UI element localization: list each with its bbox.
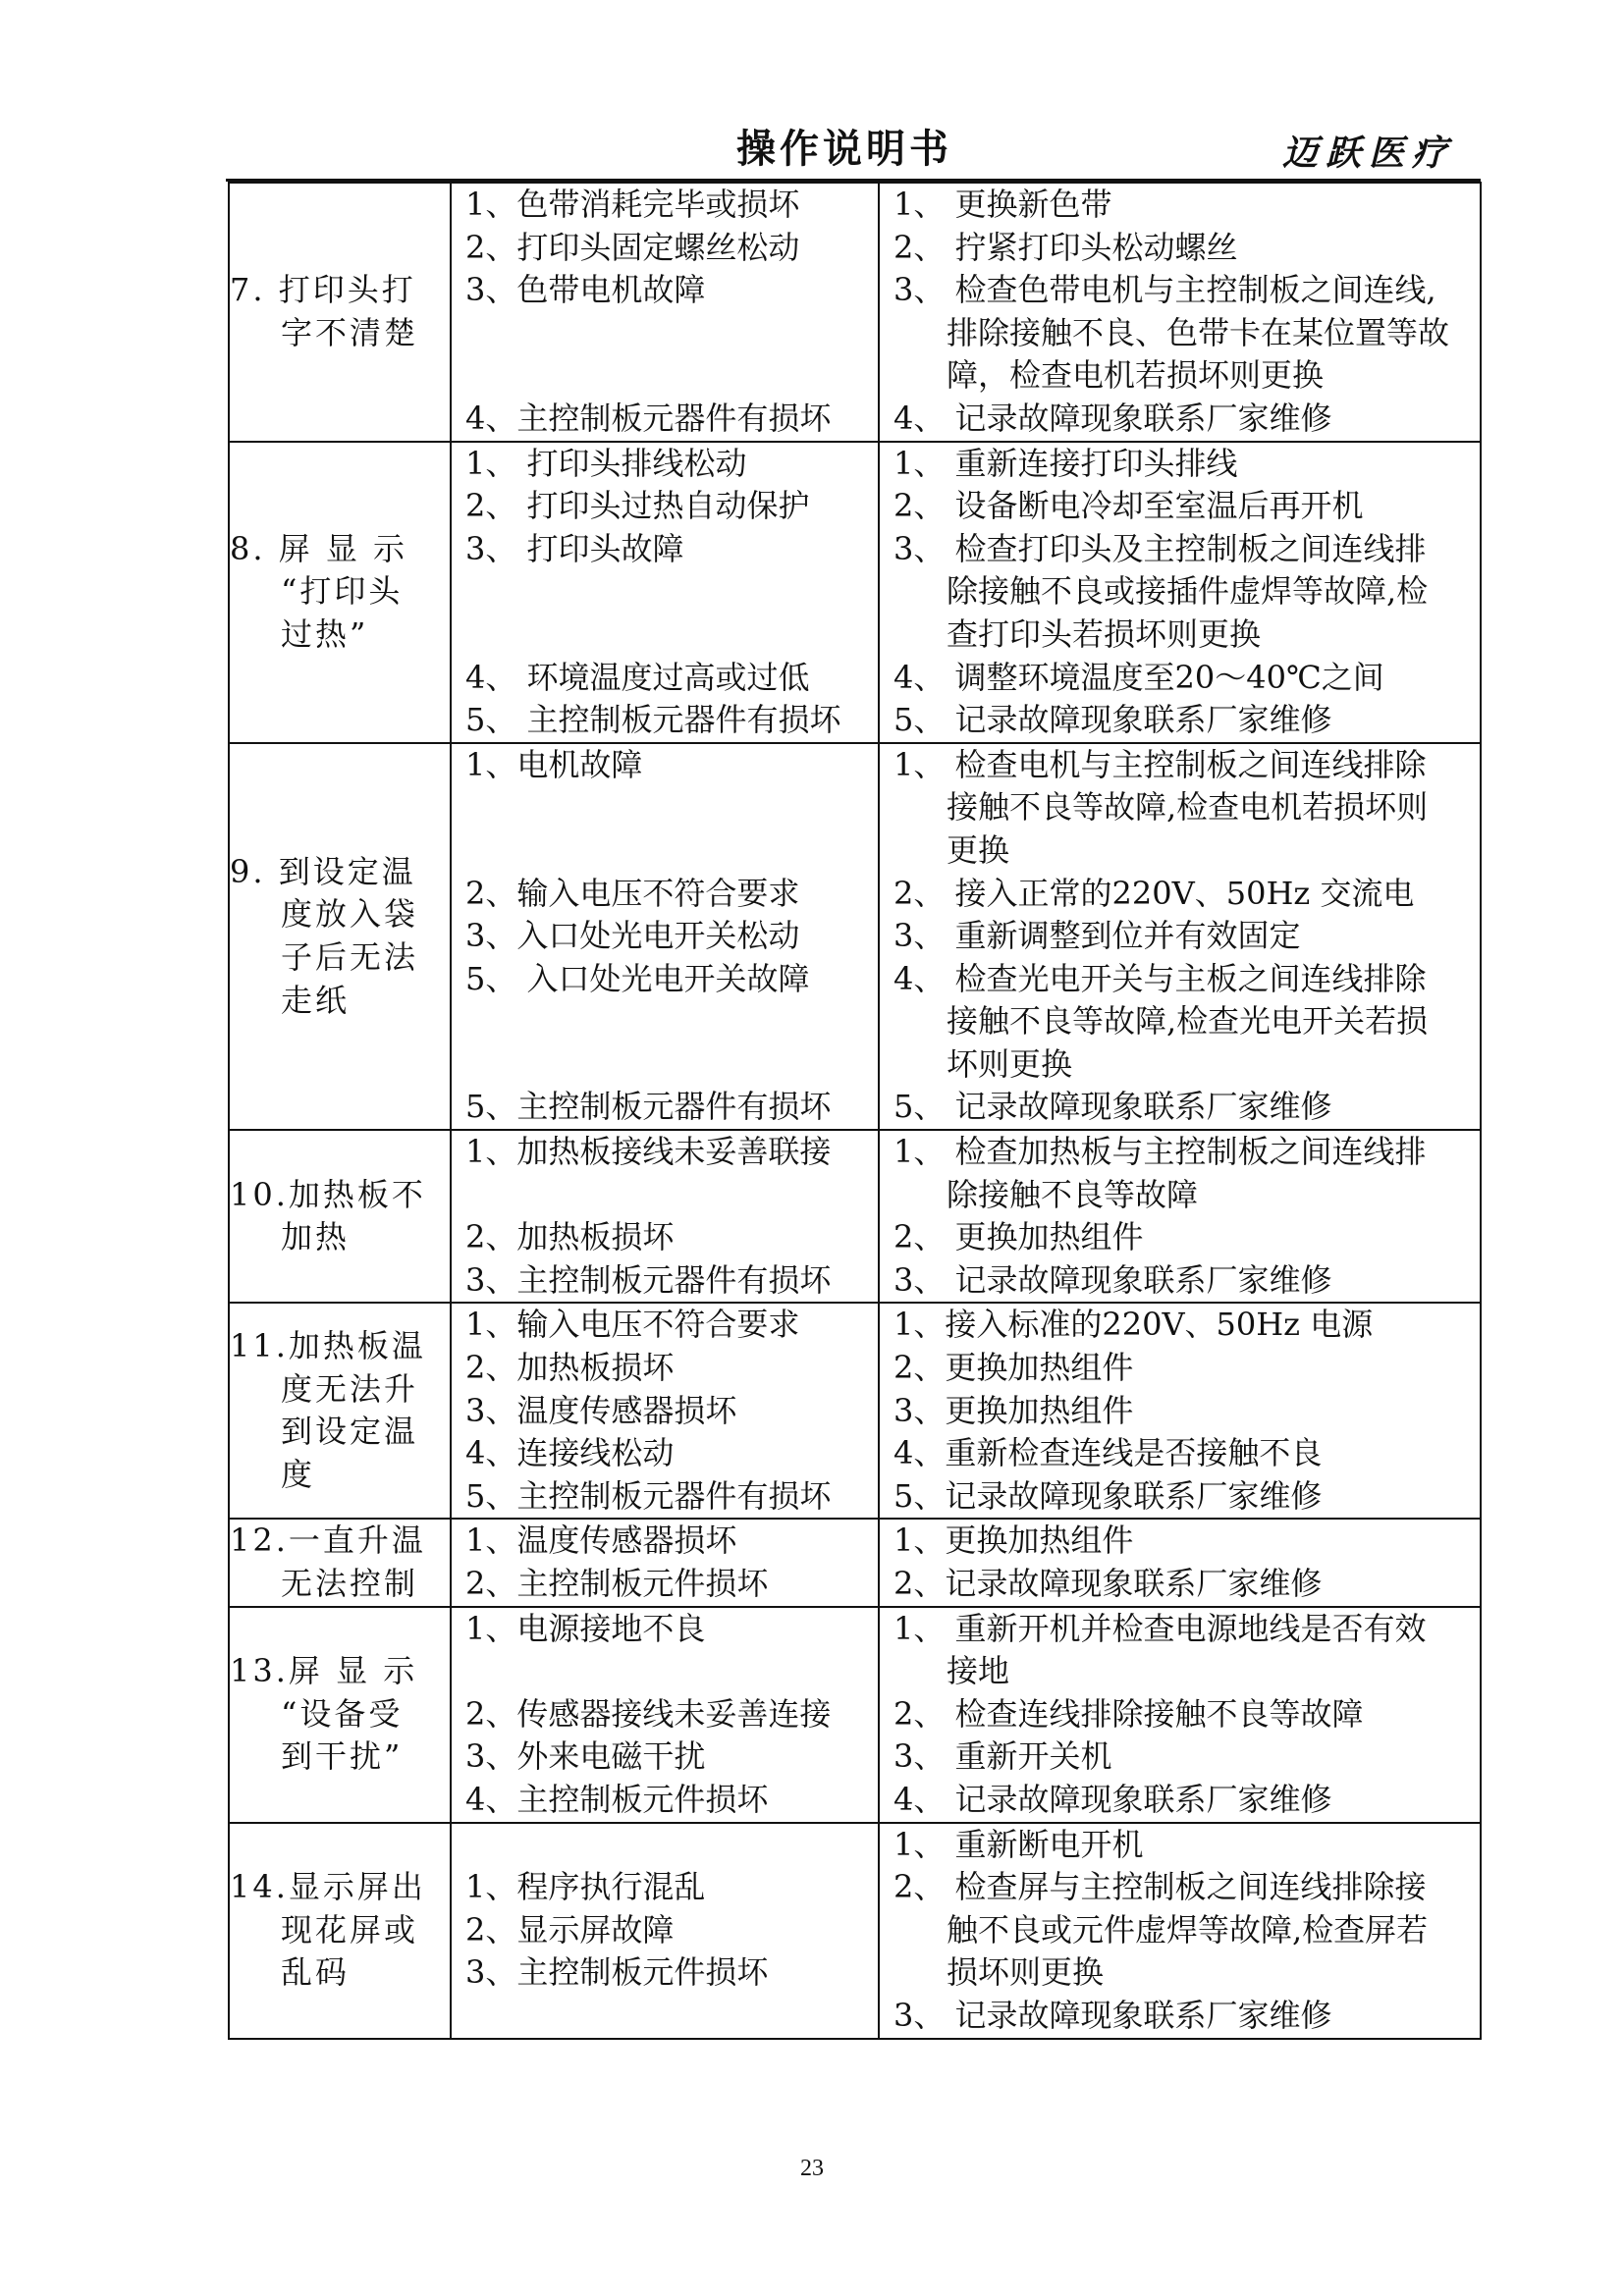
troubleshooting-table-body [229, 183, 1481, 2039]
cause-line: 5、 主控制板元器件有损坏 [465, 701, 841, 739]
table-row [229, 743, 1481, 1130]
cause-line [452, 1995, 878, 2038]
fault-text: 走纸 [281, 981, 351, 1019]
solution-line: 障，检查电机若损坏则更换 [947, 356, 1325, 395]
cause-line: 4、 环境温度过高或过低 [465, 658, 810, 696]
cause-line [452, 1174, 878, 1217]
solution-cell [879, 183, 1481, 442]
cause-line: 3、主控制板元器件有损坏 [465, 1260, 832, 1299]
cause-line: 2、 打印头过热自动保护 [465, 487, 810, 525]
solution-line: 3、 记录故障现象联系厂家维修 [893, 1996, 1332, 2034]
fault-text: 13.屏 显 示 [230, 1652, 418, 1690]
fault-text: 9. 到设定温 [230, 852, 416, 890]
solution-line: 排除接触不良、色带卡在某位置等故 [947, 313, 1450, 351]
cause-line: 3、温度传感器损坏 [465, 1391, 737, 1429]
fault-text: 字不清楚 [281, 313, 419, 351]
fault-cell [229, 1303, 451, 1519]
solution-line: 4、重新检查连线是否接触不良 [893, 1434, 1323, 1472]
solution-line: 1、 重新连接打印头排线 [893, 444, 1238, 482]
solution-line: 4、 记录故障现象联系厂家维修 [893, 1780, 1332, 1818]
company-name: 迈跃医疗 [1281, 133, 1455, 174]
cause-line: 3、色带电机故障 [465, 271, 706, 309]
fault-text: 11.加热板温 [230, 1327, 426, 1365]
solution-line: 5、记录故障现象联系厂家维修 [893, 1476, 1323, 1515]
fault-text: 度 [281, 1456, 316, 1494]
solution-line: 除接触不良或接插件虚焊等故障,检 [947, 572, 1429, 611]
cause-line [452, 829, 878, 873]
cause-line: 2、加热板损坏 [465, 1349, 675, 1387]
fault-cell [229, 743, 451, 1130]
solution-line: 3、 重新调整到位并有效固定 [893, 917, 1301, 955]
fault-text: 10.加热板不 [230, 1175, 426, 1213]
solution-line: 损坏则更换 [947, 1953, 1105, 1992]
solution-line: 接地 [947, 1652, 1010, 1690]
cause-cell [451, 1303, 879, 1519]
solution-cell [879, 743, 1481, 1130]
solution-line: 坏则更换 [947, 1044, 1073, 1083]
fault-cell [229, 1607, 451, 1823]
table-row [229, 1130, 1481, 1303]
cause-line [452, 570, 878, 614]
solution-line: 2、 检查屏与主控制板之间连线排除接 [893, 1868, 1427, 1906]
solution-line: 接触不良等故障,检查光电开关若损 [947, 1002, 1429, 1041]
solution-line: 1、 更换新色带 [893, 186, 1112, 223]
solution-line: 2、记录故障现象联系厂家维修 [893, 1565, 1323, 1602]
solution-line: 2、 设备断电冷却至室温后再开机 [893, 487, 1364, 525]
cause-line: 1、输入电压不符合要求 [465, 1306, 800, 1344]
fault-cell [229, 442, 451, 743]
cause-line: 1、温度传感器损坏 [465, 1522, 737, 1560]
fault-text: 到干扰” [281, 1737, 404, 1776]
document-title: 操作说明书 [736, 127, 952, 172]
fault-cell [229, 1130, 451, 1303]
cause-cell [451, 1130, 879, 1303]
cause-line: 2、打印头固定螺丝松动 [465, 228, 800, 266]
fault-text: 14.显示屏出 [230, 1868, 426, 1906]
cause-line: 1、色带消耗完毕或损坏 [465, 186, 800, 223]
solution-cell [879, 1823, 1481, 2039]
cause-line: 1、 打印头排线松动 [465, 444, 747, 482]
fault-text: 现花屏或 [281, 1910, 419, 1949]
fault-text: 7. 打印头打 [230, 271, 416, 309]
page-header [226, 116, 1481, 182]
cause-line: 2、传感器接线未妥善连接 [465, 1694, 832, 1733]
cause-line [452, 1824, 878, 1867]
table-row [229, 1519, 1481, 1606]
solution-line: 除接触不良等故障 [947, 1175, 1199, 1213]
cause-line [452, 1043, 878, 1087]
cause-cell [451, 1519, 879, 1606]
solution-line: 更换 [947, 830, 1010, 869]
solution-line: 3、 记录故障现象联系厂家维修 [893, 1260, 1332, 1299]
cause-cell [451, 183, 879, 442]
solution-line: 2、 接入正常的220V、50Hz 交流电 [893, 874, 1415, 912]
fault-cell [229, 1519, 451, 1606]
solution-line: 接触不良等故障,检查电机若损坏则 [947, 788, 1429, 827]
fault-text: 到设定温 [281, 1413, 419, 1451]
fault-text: 无法控制 [281, 1565, 419, 1602]
solution-line: 触不良或元件虚焊等故障,检查屏若 [947, 1910, 1429, 1949]
solution-cell [879, 1519, 1481, 1606]
cause-line [452, 1000, 878, 1043]
cause-line [452, 786, 878, 829]
solution-line: 3、 检查打印头及主控制板之间连线排 [893, 529, 1427, 567]
fault-text: 度无法升 [281, 1369, 419, 1408]
cause-line: 3、主控制板元件损坏 [465, 1953, 769, 1992]
fault-text: 过热” [281, 614, 369, 653]
cause-line: 3、入口处光电开关松动 [465, 917, 800, 955]
solution-line: 1、 检查电机与主控制板之间连线排除 [893, 745, 1427, 783]
cause-line: 5、 入口处光电开关故障 [465, 959, 810, 997]
solution-line: 1、 重新断电开机 [893, 1825, 1144, 1863]
fault-text: 度放入袋 [281, 895, 419, 934]
solution-line: 3、 检查色带电机与主控制板之间连线, [893, 271, 1436, 309]
solution-line: 2、 检查连线排除接触不良等故障 [893, 1694, 1364, 1733]
solution-line: 3、 重新开关机 [893, 1737, 1112, 1776]
cause-line: 4、主控制板元件损坏 [465, 1780, 769, 1818]
solution-cell [879, 442, 1481, 743]
cause-line: 1、电机故障 [465, 745, 643, 783]
solution-cell [879, 1130, 1481, 1303]
cause-line: 2、主控制板元件损坏 [465, 1565, 769, 1602]
solution-line: 2、更换加热组件 [893, 1349, 1134, 1387]
troubleshooting-table [228, 182, 1482, 2040]
solution-cell [879, 1303, 1481, 1519]
cause-cell [451, 442, 879, 743]
cause-cell [451, 743, 879, 1130]
table-row [229, 1303, 1481, 1519]
solution-line: 1、接入标准的220V、50Hz 电源 [893, 1306, 1374, 1344]
solution-cell [879, 1607, 1481, 1823]
solution-line: 3、更换加热组件 [893, 1391, 1134, 1429]
solution-line: 1、 检查加热板与主控制板之间连线排 [893, 1133, 1427, 1171]
cause-line: 1、加热板接线未妥善联接 [465, 1133, 832, 1171]
fault-text: 子后无法 [281, 937, 419, 976]
table-row [229, 1823, 1481, 2039]
solution-line: 4、 调整环境温度至20～40℃之间 [893, 658, 1384, 696]
cause-line: 3、 打印头故障 [465, 529, 684, 567]
cause-line: 1、电源接地不良 [465, 1609, 706, 1647]
fault-cell [229, 1823, 451, 2039]
fault-text: 乱码 [281, 1953, 351, 1992]
cause-line [452, 1650, 878, 1693]
solution-line: 2、 更换加热组件 [893, 1218, 1144, 1256]
cause-line: 2、加热板损坏 [465, 1218, 675, 1256]
table-row [229, 183, 1481, 442]
solution-line: 4、 检查光电开关与主板之间连线排除 [893, 959, 1427, 997]
solution-line: 5、 记录故障现象联系厂家维修 [893, 1088, 1332, 1126]
cause-cell [451, 1823, 879, 2039]
fault-text: 12.一直升温 [230, 1522, 426, 1560]
cause-line: 2、输入电压不符合要求 [465, 874, 800, 912]
cause-line [452, 312, 878, 355]
fault-text: 加热 [281, 1218, 351, 1256]
cause-cell [451, 1607, 879, 1823]
fault-text: “打印头 [281, 572, 404, 611]
fault-text: 8. 屏 显 示 [230, 529, 408, 567]
solution-line: 查打印头若损坏则更换 [947, 614, 1262, 653]
fault-text: “设备受 [281, 1694, 404, 1733]
cause-line: 4、主控制板元器件有损坏 [465, 399, 832, 437]
table-row [229, 1607, 1481, 1823]
cause-line: 5、主控制板元器件有损坏 [465, 1476, 832, 1515]
solution-line: 5、 记录故障现象联系厂家维修 [893, 701, 1332, 739]
table-row [229, 442, 1481, 743]
cause-line: 3、外来电磁干扰 [465, 1737, 706, 1776]
solution-line: 2、 拧紧打印头松动螺丝 [893, 228, 1238, 266]
solution-line: 4、 记录故障现象联系厂家维修 [893, 399, 1332, 437]
page-number: 23 [800, 2156, 824, 2181]
cause-line: 2、显示屏故障 [465, 1910, 675, 1949]
fault-cell [229, 183, 451, 442]
cause-line: 1、程序执行混乱 [465, 1868, 706, 1906]
solution-line: 1、更换加热组件 [893, 1522, 1134, 1560]
cause-line [452, 614, 878, 657]
cause-line [452, 354, 878, 398]
cause-line: 4、连接线松动 [465, 1434, 675, 1472]
cause-line: 5、主控制板元器件有损坏 [465, 1088, 832, 1126]
solution-line: 1、 重新开机并检查电源地线是否有效 [893, 1609, 1427, 1647]
